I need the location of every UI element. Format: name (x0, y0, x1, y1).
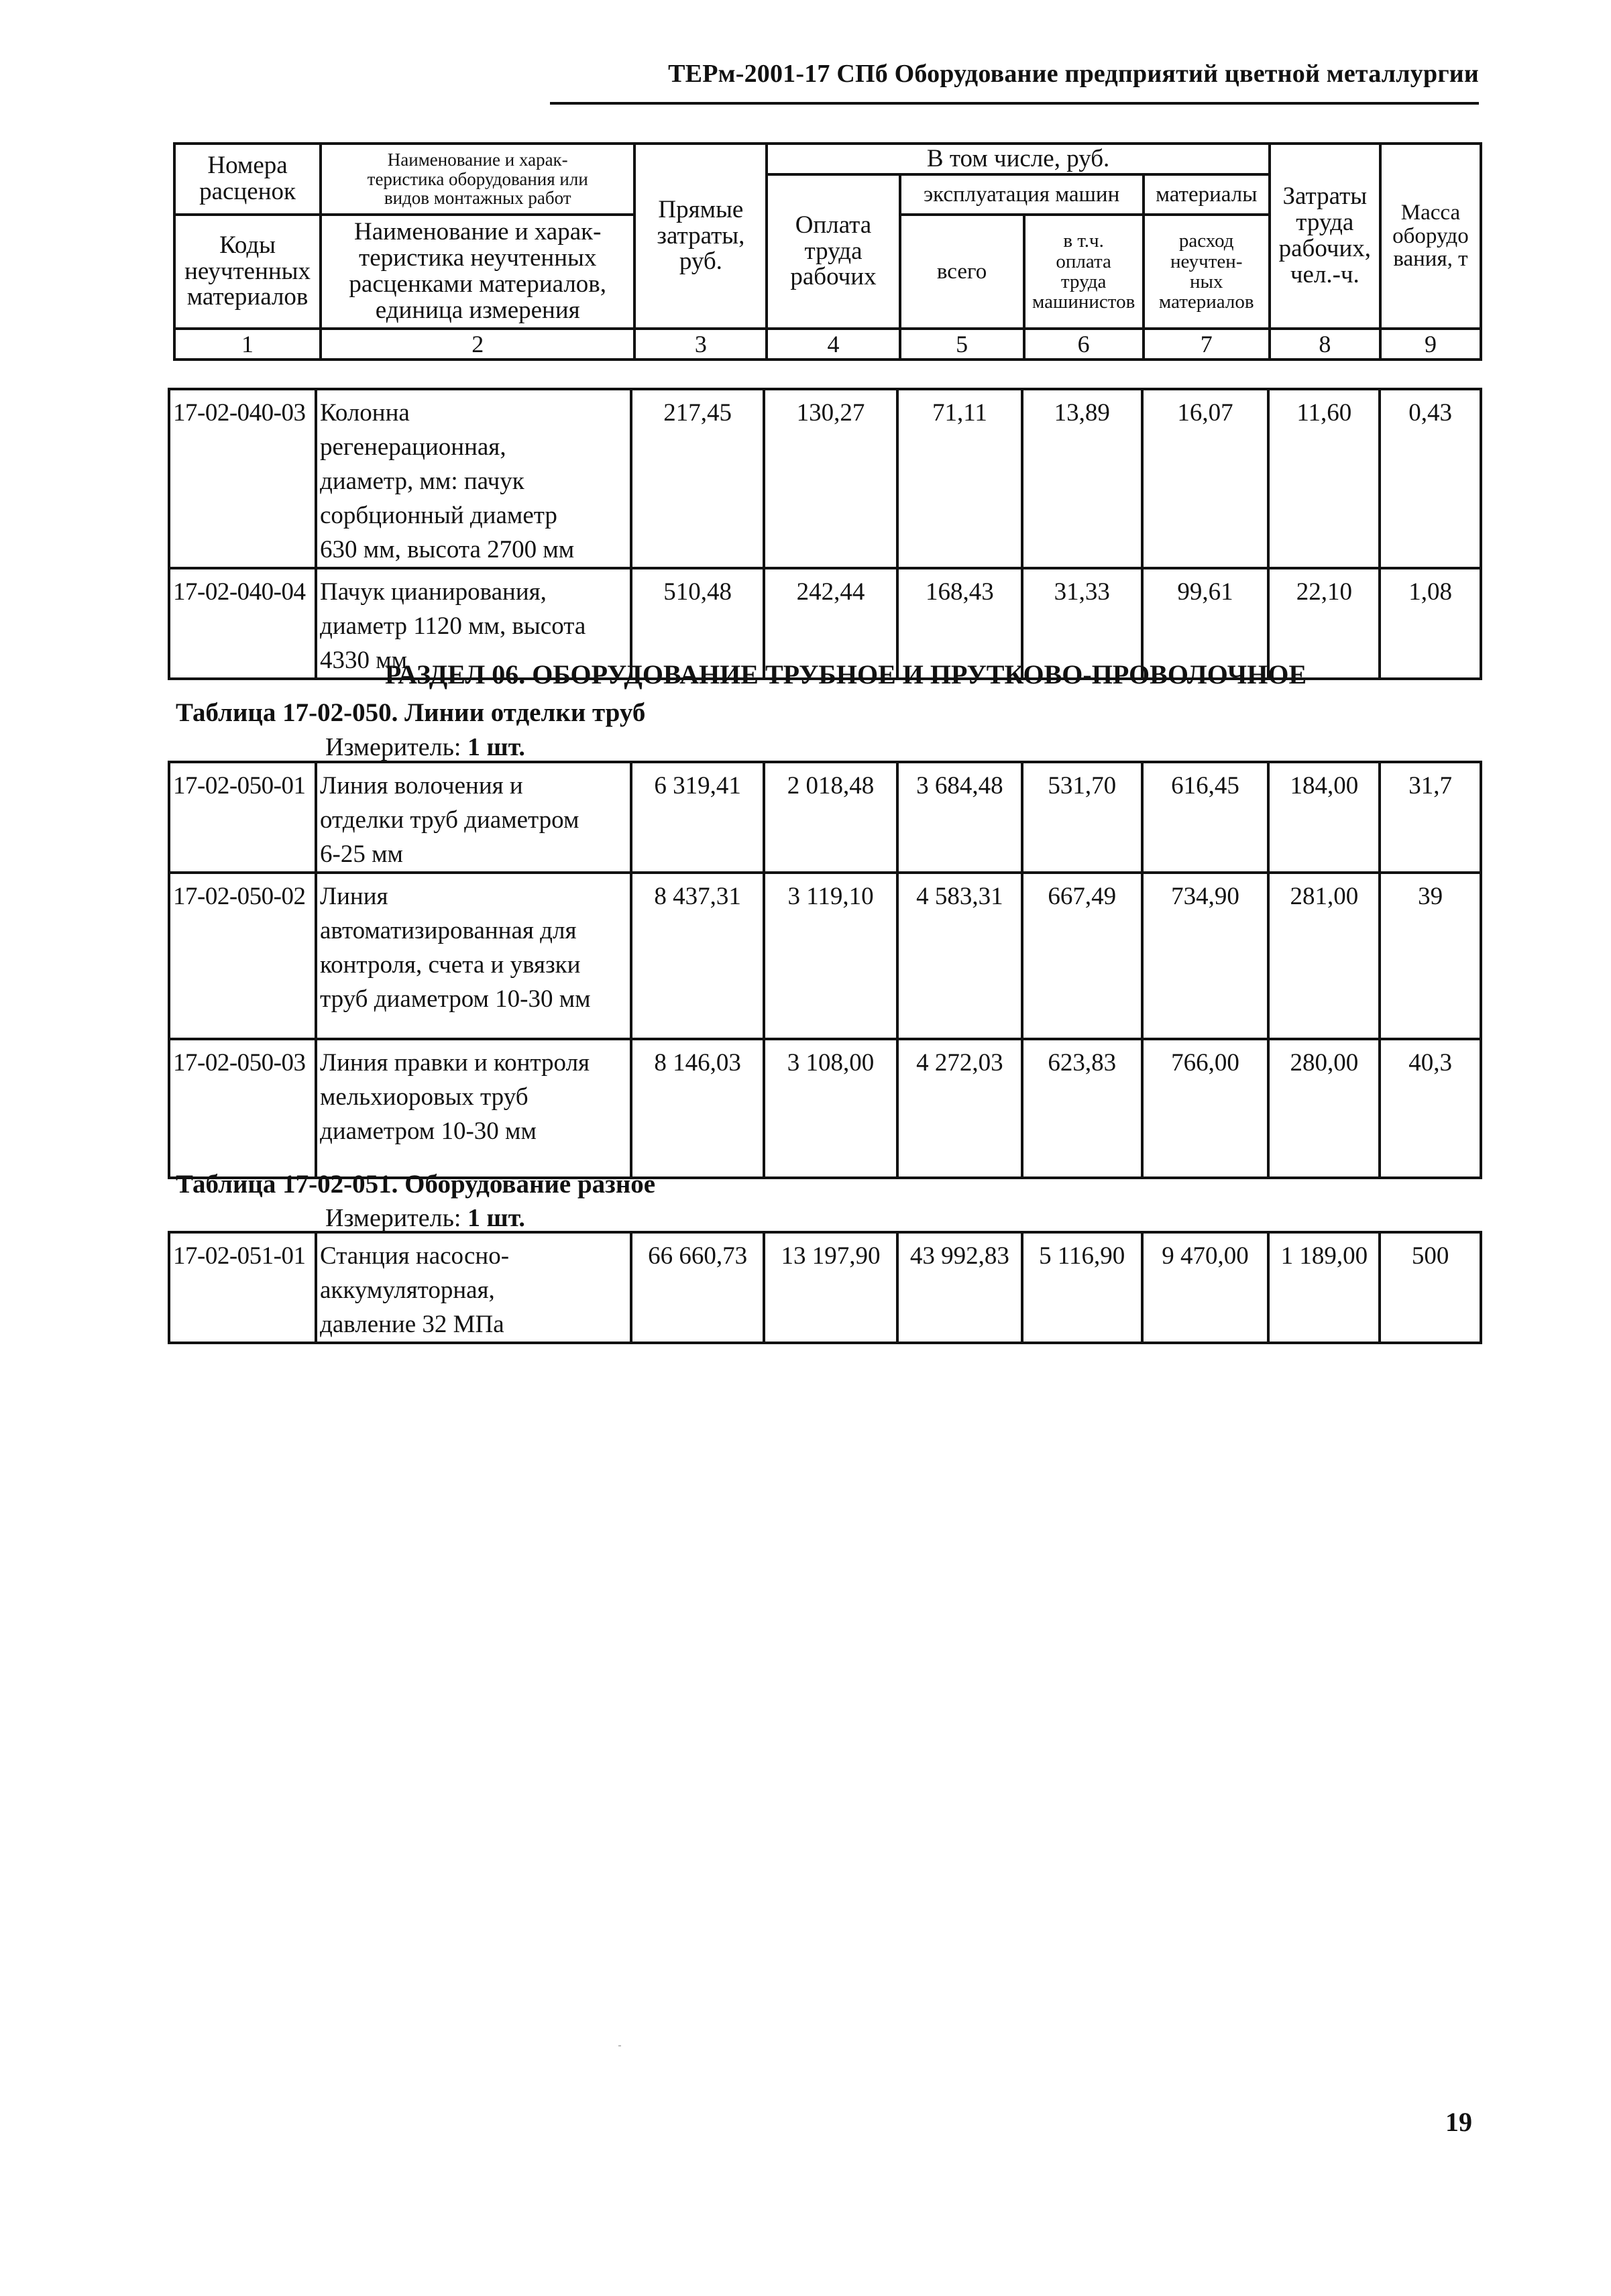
table-050-title: Таблица 17-02-050. Линии отделки труб (176, 698, 646, 727)
header-uncounted-name: Наименование и харак- теристика неучтенных расценками материалов, единица измерения (321, 215, 634, 329)
item-name: Линия волочения и отделки труб диаметром 6-25 мм (316, 762, 631, 873)
materials-value: 616,45 (1142, 762, 1269, 873)
item-name: Колонна регенерационная, диаметр, мм: пачук сорбционный диаметр 630 мм, высота 2700 мм (316, 389, 631, 568)
column-number: 9 (1380, 329, 1481, 360)
direct-costs-value: 217,45 (631, 389, 764, 568)
rate-code: 17-02-040-03 (169, 389, 316, 568)
header-machines: эксплуатация машин (900, 174, 1144, 215)
direct-costs-value: 66 660,73 (631, 1232, 764, 1343)
machines-total-value: 43 992,83 (897, 1232, 1022, 1343)
mass-value: 1,08 (1380, 568, 1481, 679)
direct-costs-value: 8 146,03 (631, 1039, 764, 1178)
item-name: Станция насосно- аккумуляторная, давление 32 МПа (316, 1232, 631, 1343)
header-labor-hours: Затраты труда рабочих, чел.-ч. (1270, 144, 1380, 329)
column-number: 3 (634, 329, 767, 360)
table-050 (168, 761, 1482, 1179)
table-051-unit: Измеритель: 1 шт. (325, 1204, 525, 1232)
mass-value: 0,43 (1380, 389, 1481, 568)
column-number: 7 (1144, 329, 1270, 360)
header-labor-pay: Оплата труда рабочих (767, 174, 899, 329)
direct-costs-value: 6 319,41 (631, 762, 764, 873)
materials-value: 9 470,00 (1142, 1232, 1269, 1343)
header-work-name: Наименование и харак- теристика оборудования или видов монтажных работ (321, 144, 634, 215)
rate-code: 17-02-050-01 (169, 762, 316, 873)
table-row (169, 1232, 1481, 1343)
labor-hours-value: 1 189,00 (1268, 1232, 1380, 1343)
column-number: 1 (174, 329, 321, 360)
labor-hours-value: 280,00 (1268, 1039, 1380, 1178)
materials-value: 16,07 (1142, 389, 1269, 568)
labor-pay-value: 3 108,00 (764, 1039, 897, 1178)
rate-code: 17-02-051-01 (169, 1232, 316, 1343)
operator-pay-value: 667,49 (1022, 873, 1142, 1039)
machines-total-value: 71,11 (897, 389, 1022, 568)
page-number: 19 (1445, 2107, 1472, 2137)
column-number: 2 (321, 329, 634, 360)
mass-value: 39 (1380, 873, 1481, 1039)
scan-speck (618, 2045, 621, 2046)
header-direct-costs: Прямые затраты, руб. (634, 144, 767, 329)
rate-code: 17-02-040-04 (169, 568, 316, 679)
header-machines-total: всего (900, 215, 1024, 329)
column-numbers-row (174, 329, 1481, 360)
operator-pay-value: 623,83 (1022, 1039, 1142, 1178)
operator-pay-value: 5 116,90 (1022, 1232, 1142, 1343)
section-title: РАЗДЕЛ 06. ОБОРУДОВАНИЕ ТРУБНОЕ И ПРУТКОВО-ПРОВОЛОЧНОЕ (384, 659, 1307, 690)
rate-code: 17-02-050-03 (169, 1039, 316, 1178)
labor-pay-value: 13 197,90 (764, 1232, 897, 1343)
column-header-table (173, 142, 1482, 361)
rate-code: 17-02-050-02 (169, 873, 316, 1039)
header-uncounted-codes: Коды неучтенных материалов (174, 215, 321, 329)
table-050-unit: Измеритель: 1 шт. (325, 733, 525, 761)
header-operator-pay: в т.ч. оплата труда машинистов (1024, 215, 1144, 329)
materials-value: 99,61 (1142, 568, 1269, 679)
direct-costs-value: 8 437,31 (631, 873, 764, 1039)
labor-hours-value: 184,00 (1268, 762, 1380, 873)
item-name: Линия автоматизированная для контроля, счета и увязки труб диаметром 10-30 мм (316, 873, 631, 1039)
header-equipment-mass: Масса оборудо вания, т (1380, 144, 1481, 329)
labor-hours-value: 22,10 (1268, 568, 1380, 679)
mass-value: 31,7 (1380, 762, 1481, 873)
column-number: 5 (900, 329, 1024, 360)
labor-pay-value: 3 119,10 (764, 873, 897, 1039)
labor-hours-value: 281,00 (1268, 873, 1380, 1039)
operator-pay-value: 13,89 (1022, 389, 1142, 568)
header-including: В том числе, руб. (767, 144, 1269, 174)
machines-total-value: 3 684,48 (897, 762, 1022, 873)
column-number: 6 (1024, 329, 1144, 360)
table-040-rows (168, 388, 1482, 680)
direct-costs-value: 510,48 (631, 568, 764, 679)
machines-total-value: 4 272,03 (897, 1039, 1022, 1178)
item-name: Пачук цианирования, диаметр 1120 мм, высота 4330 мм (316, 568, 631, 679)
column-number: 8 (1270, 329, 1380, 360)
machines-total-value: 4 583,31 (897, 873, 1022, 1039)
table-row (169, 389, 1481, 568)
table-row (169, 762, 1481, 873)
table-row (169, 1039, 1481, 1178)
mass-value: 40,3 (1380, 1039, 1481, 1178)
machines-total-value: 168,43 (897, 568, 1022, 679)
labor-pay-value: 130,27 (764, 389, 897, 568)
header-uncounted-materials: расход неучтен- ных материалов (1144, 215, 1270, 329)
materials-value: 766,00 (1142, 1039, 1269, 1178)
operator-pay-value: 31,33 (1022, 568, 1142, 679)
table-051 (168, 1231, 1482, 1344)
header-materials: материалы (1144, 174, 1270, 215)
table-051-title: Таблица 17-02-051. Оборудование разное (176, 1170, 656, 1199)
header-rule (550, 102, 1479, 105)
column-number: 4 (767, 329, 899, 360)
mass-value: 500 (1380, 1232, 1481, 1343)
labor-hours-value: 11,60 (1268, 389, 1380, 568)
labor-pay-value: 242,44 (764, 568, 897, 679)
table-row (169, 873, 1481, 1039)
materials-value: 734,90 (1142, 873, 1269, 1039)
operator-pay-value: 531,70 (1022, 762, 1142, 873)
page-header-title: ТЕРм-2001-17 СПб Оборудование предприятий цветной металлургии (668, 60, 1479, 88)
item-name: Линия правки и контроля мельхиоровых труб диаметром 10-30 мм (316, 1039, 631, 1178)
header-rate-numbers: Номера расценок (174, 144, 321, 215)
labor-pay-value: 2 018,48 (764, 762, 897, 873)
